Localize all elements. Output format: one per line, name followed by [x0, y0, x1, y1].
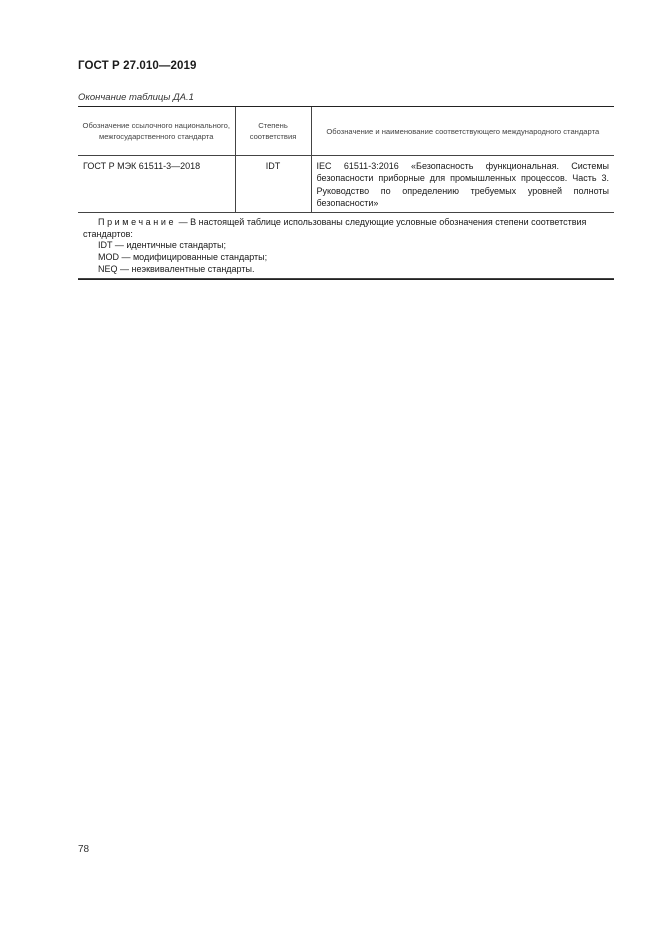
cell-national-standard: ГОСТ Р МЭК 61511-3—2018 [78, 156, 235, 213]
note-text: — В настоящей таблице использованы следующие условные обозначения степени соответствия стандартов: [83, 217, 587, 239]
table-note-row [78, 213, 614, 279]
document-code-header: ГОСТ Р 27.010—2019 [78, 60, 197, 72]
column-header-national-standard: Обозначение ссылочного национального, межгосударственного стандарта [78, 107, 235, 156]
column-header-degree: Степень соответствия [235, 107, 311, 156]
note-item-idt: IDT — идентичные стандарты; [98, 240, 227, 251]
note-item-mod: MOD — модифицированные стандарты; [98, 251, 268, 262]
table-row [78, 156, 614, 213]
note-item-neq: NEQ — неэквивалентные стандарты. [98, 263, 255, 274]
column-header-international-standard: Обозначение и наименование соответствующего международного стандарта [311, 107, 614, 156]
table-note [78, 213, 614, 279]
note-intro [83, 217, 609, 240]
note-label: Примечание [98, 217, 177, 228]
standards-table [78, 106, 614, 280]
cell-international-standard: IEC 61511-3:2016 «Безопасность функциональная. Системы безопасности приборные для промышленных процессов. Часть 3. Руководство по определению требуемых уровней полноты безопасности» [311, 156, 614, 213]
cell-degree: IDT [235, 156, 311, 213]
table-caption: Окончание таблицы ДА.1 [78, 92, 194, 103]
table-header-row [78, 107, 614, 156]
page-number: 78 [78, 844, 90, 855]
